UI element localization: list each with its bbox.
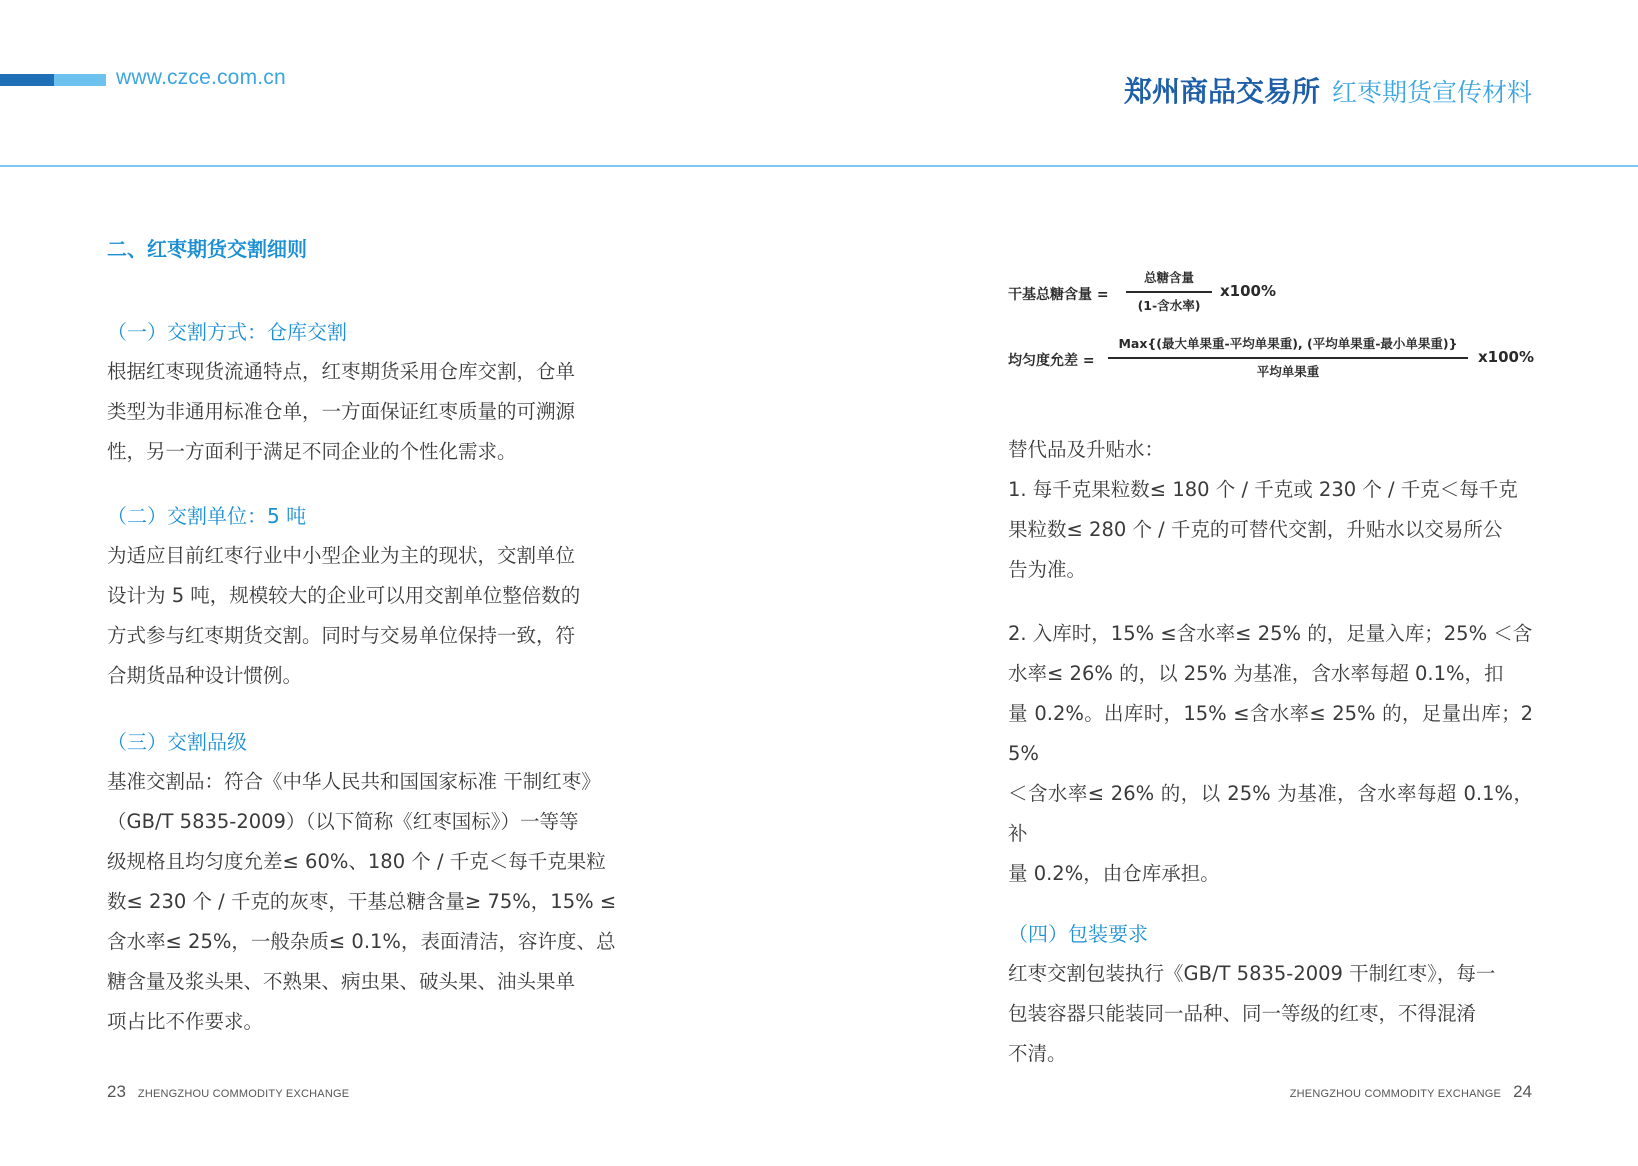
text-line: 合期货品种设计惯例。 (107, 664, 303, 687)
text-line: （GB/T 5835-2009）（以下简称《红枣国标》）一等等 (107, 810, 579, 833)
brand-block (1124, 70, 1532, 110)
text-line: 性，另一方面利于满足不同企业的个性化需求。 (107, 440, 517, 463)
subsection-title-delivery-grade: （三）交割品级 (107, 730, 247, 754)
text-line: 类型为非通用标准仓单，一方面保证红枣质量的可溯源 (107, 400, 576, 423)
formula-numerator: Max{(最大单果重-平均单果重), (平均单果重-最小单果重)} (1118, 336, 1458, 351)
text-line: 数≤ 230 个 / 千克的灰枣，干基总糖含量≥ 75%，15% ≤ (107, 890, 617, 913)
text-line: 1. 每千克果粒数≤ 180 个 / 千克或 230 个 / 千克＜每千克 (1008, 478, 1518, 501)
text-line: 为适应目前红枣行业中小型企业为主的现状，交割单位 (107, 544, 576, 567)
formula-label: 干基总糖含量 = (1008, 287, 1109, 303)
paragraph-delivery-unit (107, 536, 632, 696)
text-line: 项占比不作要求。 (107, 1010, 264, 1033)
subsection-title-delivery-method: （一）交割方式：仓库交割 (107, 320, 347, 344)
header-divider (0, 165, 1638, 167)
page-number-right: 24 (1513, 1082, 1532, 1101)
text-line: 量 0.2%，由仓库承担。 (1008, 862, 1220, 885)
text-line: 基准交割品：符合《中华人民共和国国家标准 干制红枣》 (107, 770, 601, 793)
text-line: 糖含量及浆头果、不熟果、病虫果、破头果、油头果单 (107, 970, 576, 993)
text-line: 设计为 5 吨，规模较大的企业可以用交割单位整倍数的 (107, 584, 581, 607)
subsection-title-packaging: （四）包装要求 (1008, 922, 1148, 946)
footer-right (1278, 1082, 1532, 1102)
text-line: 包装容器只能装同一品种、同一等级的红枣，不得混淆 (1008, 1002, 1477, 1025)
header-accent-bar-light (54, 74, 106, 86)
fraction-line (1108, 357, 1468, 359)
text-line: 2. 入库时，15% ≤含水率≤ 25% 的，足量入库；25% ＜含 (1008, 622, 1533, 645)
formula-multiplier: x100% (1220, 282, 1277, 300)
text-line: 级规格且均匀度允差≤ 60%、180 个 / 千克＜每千克果粒 (107, 850, 606, 873)
section-title: 二、红枣期货交割细则 (107, 237, 307, 261)
text-line: 量 0.2%。出库时，15% ≤含水率≤ 25% 的，足量出库；25% (1008, 702, 1533, 765)
fraction-line (1126, 291, 1212, 293)
footer-exchange-name: ZHENGZHOU COMMODITY EXCHANGE (137, 1088, 350, 1100)
exchange-name: 郑州商品交易所 (1123, 76, 1320, 107)
formula-denominator: (1-含水率) (1137, 298, 1201, 313)
website-url[interactable]: www.czce.com.cn (116, 66, 286, 89)
text-line: 方式参与红枣期货交割。同时与交易单位保持一致，符 (107, 624, 576, 647)
text-line: 红枣交割包装执行《GB/T 5835-2009 干制红枣》，每一 (1008, 962, 1496, 985)
text-line: 水率≤ 26% 的，以 25% 为基准，含水率每超 0.1%，扣 (1008, 662, 1504, 685)
formula-label: 均匀度允差 = (1008, 353, 1095, 369)
text-line: ＜含水率≤ 26% 的，以 25% 为基准，含水率每超 0.1%，补 (1008, 782, 1533, 845)
page-number-left: 23 (107, 1082, 126, 1101)
substitute-item-2 (1008, 614, 1533, 894)
formula-uniformity-tolerance (1008, 334, 1533, 400)
subsection-title-delivery-unit: （二）交割单位：5 吨 (107, 504, 307, 528)
formula-numerator: 总糖含量 (1143, 270, 1194, 285)
formula-denominator: 平均单果重 (1256, 364, 1320, 379)
document-subtitle: 红枣期货宣传材料 (1331, 79, 1532, 107)
header-accent-bar-dark (0, 74, 54, 86)
text-line: 果粒数≤ 280 个 / 千克的可替代交割，升贴水以交易所公 (1008, 518, 1503, 541)
right-page-column (1008, 268, 1533, 1074)
left-page-column (107, 234, 632, 1042)
formula-multiplier: x100% (1478, 348, 1535, 366)
paragraph-delivery-method (107, 352, 632, 472)
text-line: 根据红枣现货流通特点，红枣期货采用仓库交割，仓单 (107, 360, 576, 383)
text-line: 含水率≤ 25%，一般杂质≤ 0.1%，表面清洁，容许度、总 (107, 930, 616, 953)
footer-exchange-name: ZHENGZHOU COMMODITY EXCHANGE (1289, 1088, 1502, 1100)
paragraph-delivery-grade (107, 762, 632, 1042)
paragraph-packaging (1008, 954, 1533, 1074)
text-line: 告为准。 (1008, 558, 1087, 581)
substitutes-title: 替代品及升贴水： (1008, 438, 1165, 461)
substitute-item-1 (1008, 470, 1533, 590)
footer-left (107, 1082, 361, 1102)
text-line: 不清。 (1008, 1042, 1067, 1065)
formula-dry-base-sugar (1008, 268, 1533, 334)
